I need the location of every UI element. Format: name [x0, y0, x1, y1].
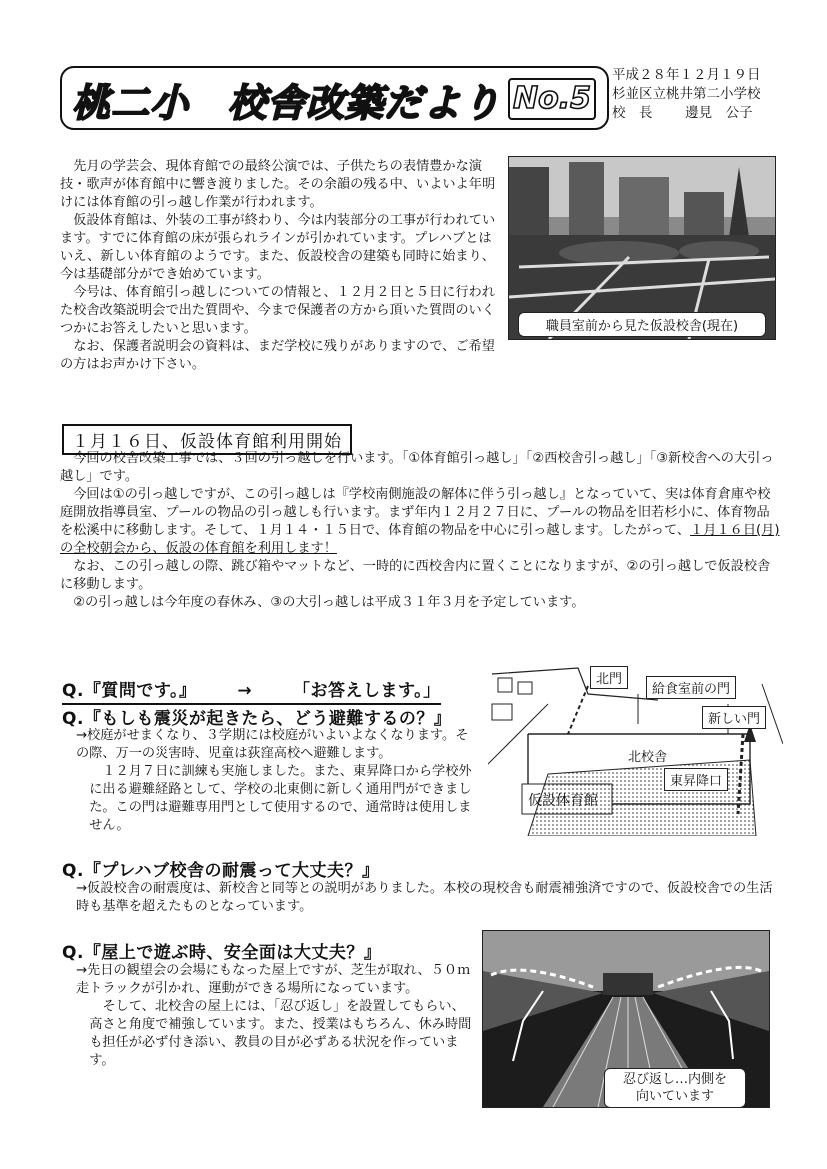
map-new-gate: 新しい門 [702, 706, 766, 729]
issue-number: No.5 [508, 78, 596, 120]
answer-paragraph: →先日の観望会の会場にもなった屋上ですが、芝生が取れ、５０ｍ走トラックが引かれ、運動ができる場所になっています。 [76, 963, 471, 996]
principal-line [612, 104, 753, 123]
question-rooftop-safety: Q.『屋上で遊ぶ時、安全面は大丈夫？』 [62, 943, 382, 963]
qa-heading-arrow: → [237, 681, 253, 701]
intro-paragraph: なお、保護者説明会の資料は、まだ学校に残りがありますので、ご希望の方はお声かけ下さい。 [60, 339, 495, 372]
question-prefab-seismic: Q.『プレハブ校舎の耐震って大丈夫？』 [62, 861, 380, 881]
gym-start-notice: １月１６日(月)の全校朝会から、仮設の体育館を利用します！ [60, 523, 780, 556]
map-east-entrance: 東昇降口 [664, 768, 728, 791]
school-name: 杉並区立桃井第二小学校 [612, 86, 761, 102]
intro-text [60, 158, 496, 374]
map-north-gate: 北門 [590, 666, 628, 689]
answer-paragraph: そして、北校舎の屋上には、「忍び返し」を設置してもらい、高さと角度で補強しています。また、授業はもちろん、休み時間も担任が必ず付き添い、教員の目が必ずある状況を作っています。 [89, 999, 472, 1068]
rooftop-photo-caption [604, 1068, 746, 1108]
rooftop-caption-line: 向いています [635, 1089, 714, 1104]
newsletter-title: 桃二小 校舎改築だより [72, 81, 502, 125]
answer-paragraph: →仮設校舎の耐震度は、新校舎と同等との説明がありました。本校の現校舎も耐震補強済ですので、仮設校舎での生活時も基準を超えたものとなっています。 [76, 881, 773, 914]
campus-map [488, 664, 783, 836]
section-gym-text [60, 450, 780, 612]
answer-paragraph: →校庭がせまくなり、３学期には校庭がいよいよなくなります。その際、万一の災害時、児童は荻窪高校へ避難します。 [76, 728, 469, 761]
map-north-building: 北校舎 [628, 750, 668, 765]
section-gym-paragraph: なお、この引っ越しの際、跳び箱やマットなど、一時的に西校舎内に置くことになりますが、②の引っ越しで仮設校舎に移動します。 [60, 559, 771, 592]
question-earthquake: Q.『もしも震災が起きたら、どう避難するの？』 [62, 709, 452, 729]
section-gym-paragraph: ②の引っ越しは今年度の春休み、③の大引っ越しは平成３１年３月を予定しています。 [73, 595, 585, 610]
section-gym-paragraph: 今回の校舎改築工事では、３回の引っ越しを行います。「①体育館引っ越し」「②西校舎引っ越し」「③新校舎への大引っ越し」です。 [60, 451, 774, 484]
construction-photo-caption: 職員室前から見た仮設校舎(現在) [518, 312, 766, 337]
qa-heading-answer: 「お答えします。」 [293, 681, 441, 701]
principal-title: 校 長 [612, 105, 653, 121]
section-gym-paragraph [60, 486, 780, 558]
intro-paragraph: 先月の学芸会、現体育館での最終公演では、子供たちの表情豊かな演技・歌声が体育館中に響き渡りました。その余韻の残る中、いよいよ年明けには体育館の引っ越し作業が行われます。 [60, 159, 496, 210]
answer-prefab-seismic [76, 880, 782, 916]
qa-heading [62, 676, 441, 705]
rooftop-caption-line: 忍び返し…内側を [622, 1072, 727, 1087]
section-heading-gym: １月１６日、仮設体育館利用開始 [62, 424, 352, 455]
principal-name: 邊見 公子 [685, 105, 753, 121]
answer-rooftop-safety [76, 962, 472, 1070]
answer-paragraph: １２月７日に訓練も実施しました。また、東昇降口から学校外に出る避難経路として、学校の北東側に新しく通用門ができました。この門は避難専用門として使用するので、通常時は使用しません。 [89, 764, 472, 833]
intro-paragraph: 仮設体育館は、外装の工事が終わり、今は内装部分の工事が行われています。すでに体育館の床が張られラインが引かれています。プレハブとはいえ、新しい体育館のようです。また、仮設校舎の建築も同時に始まり、今は基礎部分ができ始めています。 [60, 213, 496, 282]
map-temp-gym: 仮設体育館 [528, 793, 598, 809]
answer-earthquake [76, 727, 476, 835]
map-lunch-gate: 給食室前の門 [646, 676, 736, 699]
issue-date: 平成２８年１２月１９日 [612, 67, 761, 83]
qa-heading-question: Q.『質問です。』 [62, 681, 197, 701]
section-gym-paragraph-text: 今回は①の引っ越しですが、この引っ越しは『学校南側施設の解体に伴う引っ越し』となっていて、実は体育倉庫や校庭開放指導員室、プールの物品の引っ越しも行います。まず年内１２月２７日に、プールの物品を旧若杉小に、体育物品を松溪中に移動します。そして、１月１４・１５日で、体育館の物品を中心に引っ越します。したがって、 [60, 487, 771, 538]
intro-paragraph: 今号は、体育館引っ越しについての情報と、１２月２日と５日に行われた校舎改築説明会で出た質問や、今まで保護者の方から頂いた質問のいくつかにお答えしたいと思います。 [60, 285, 495, 336]
